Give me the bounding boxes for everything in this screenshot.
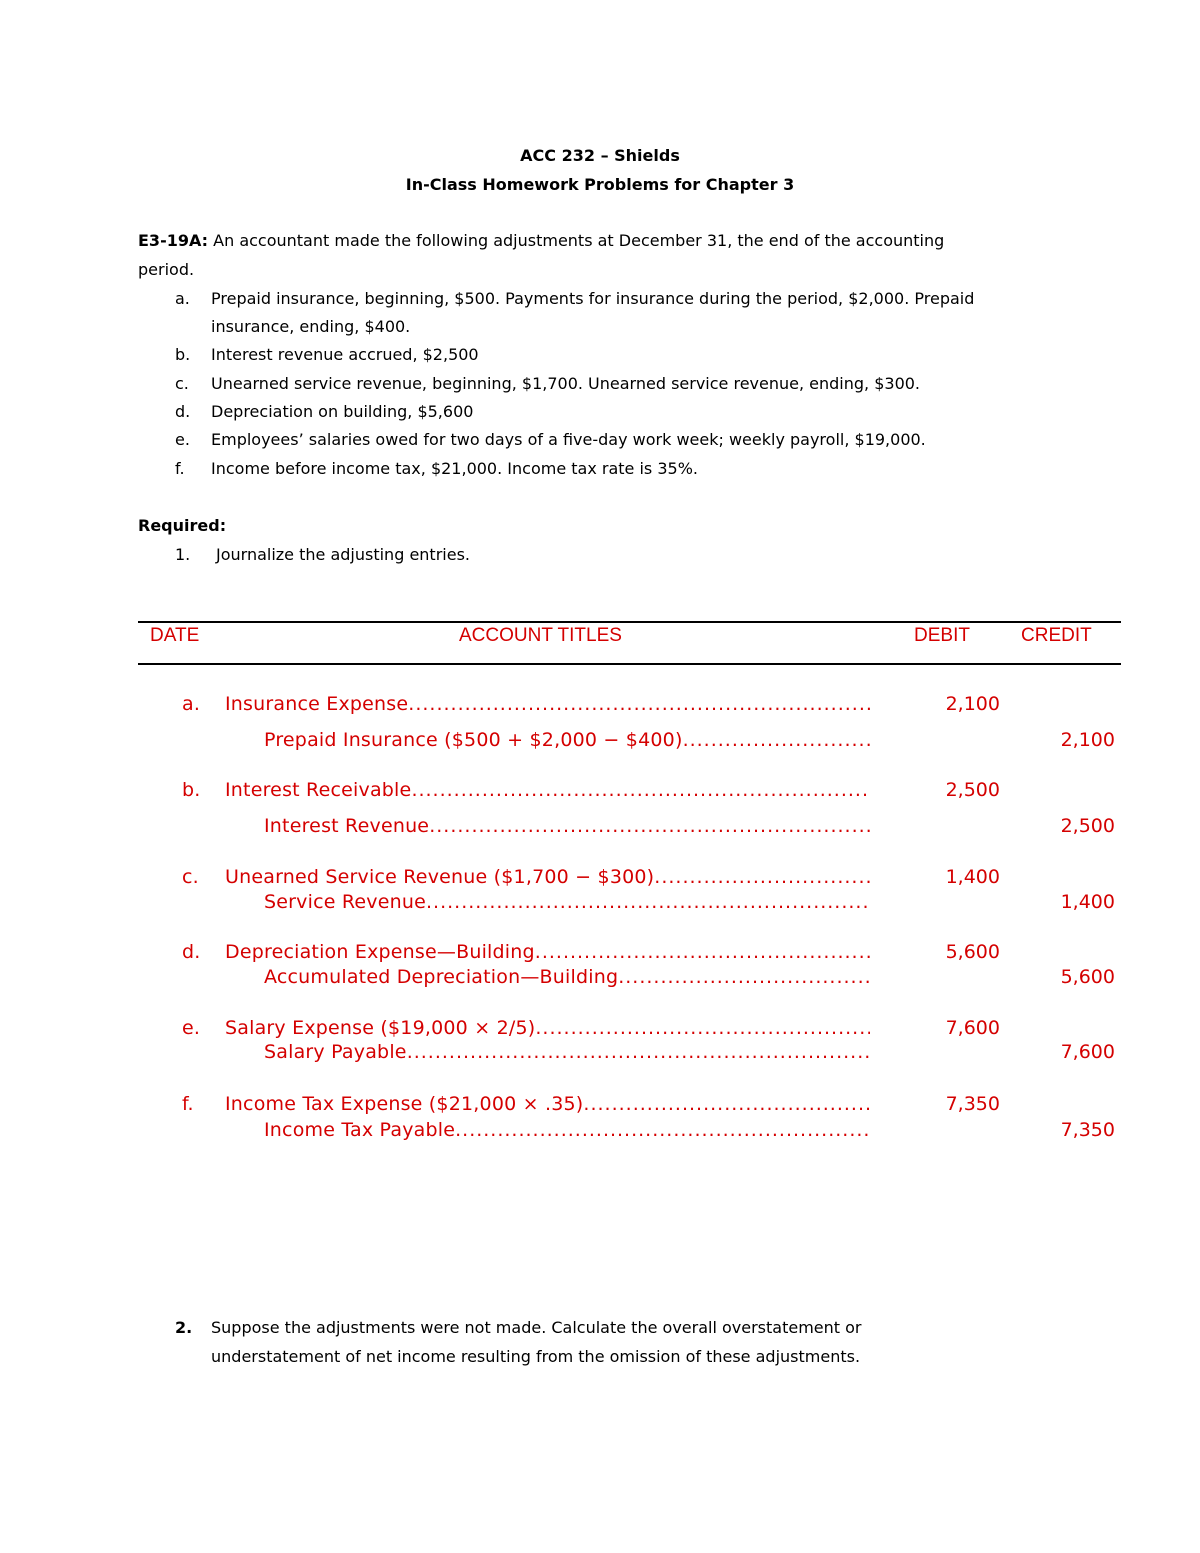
debit-amount: 5,600 bbox=[945, 941, 1000, 963]
credit-account: Accumulated Depreciation—Building bbox=[264, 966, 619, 988]
column-header-account: ACCOUNT TITLES bbox=[459, 625, 622, 646]
debit-account-row bbox=[225, 941, 870, 963]
item-label: c. bbox=[175, 374, 189, 393]
problem-id: E3-19A: bbox=[138, 231, 209, 250]
entry-label: b. bbox=[182, 779, 201, 801]
entry-label: e. bbox=[182, 1017, 201, 1039]
item-text: Prepaid insurance, beginning, $500. Payments for insurance during the period, $2,000. Prepaid bbox=[211, 289, 975, 308]
debit-account-row bbox=[225, 1093, 870, 1115]
item-text: Income before income tax, $21,000. Income tax rate is 35%. bbox=[211, 459, 698, 478]
question-text: understatement of net income resulting from the omission of these adjustments. bbox=[211, 1347, 861, 1366]
debit-amount: 2,100 bbox=[945, 693, 1000, 715]
credit-account: Income Tax Payable bbox=[264, 1119, 456, 1141]
credit-amount: 2,500 bbox=[1060, 815, 1115, 837]
item-label: d. bbox=[175, 402, 191, 421]
column-header-date: DATE bbox=[150, 625, 200, 646]
question-number: 2. bbox=[175, 1318, 193, 1337]
credit-account: Salary Payable bbox=[264, 1041, 407, 1063]
problem-intro-line2: period. bbox=[138, 260, 195, 279]
credit-account-row bbox=[264, 966, 870, 988]
credit-account: Interest Revenue bbox=[264, 815, 430, 837]
item-label: a. bbox=[175, 289, 190, 308]
debit-amount: 2,500 bbox=[945, 779, 1000, 801]
question-text: Suppose the adjustments were not made. Calculate the overall overstatement or bbox=[211, 1318, 862, 1337]
column-header-credit: CREDIT bbox=[1021, 625, 1092, 646]
question-number: 1. bbox=[175, 545, 191, 564]
credit-account-row bbox=[264, 1119, 870, 1141]
entry-label: c. bbox=[182, 866, 199, 888]
item-text: Interest revenue accrued, $2,500 bbox=[211, 345, 479, 364]
credit-amount: 2,100 bbox=[1060, 729, 1115, 751]
credit-account-row bbox=[264, 891, 870, 913]
credit-account-row bbox=[264, 1041, 870, 1063]
item-label: e. bbox=[175, 430, 190, 449]
item-label: b. bbox=[175, 345, 191, 364]
entry-label: d. bbox=[182, 941, 201, 963]
entry-label: f. bbox=[182, 1093, 194, 1115]
credit-account-row bbox=[264, 729, 870, 751]
course-title: ACC 232 – Shields bbox=[520, 146, 680, 165]
debit-account: Salary Expense ($19,000 × 2/5) bbox=[225, 1017, 536, 1039]
credit-amount: 7,350 bbox=[1060, 1119, 1115, 1141]
credit-amount: 7,600 bbox=[1060, 1041, 1115, 1063]
item-label: f. bbox=[175, 459, 185, 478]
debit-account: Interest Receivable bbox=[225, 779, 412, 801]
item-text: Depreciation on building, $5,600 bbox=[211, 402, 474, 421]
credit-account-row bbox=[264, 815, 870, 837]
debit-account-row bbox=[225, 1017, 870, 1039]
page-subtitle: In-Class Homework Problems for Chapter 3 bbox=[405, 175, 795, 194]
credit-account: Prepaid Insurance ($500 + $2,000 − $400) bbox=[264, 729, 683, 751]
problem-intro-line1: An accountant made the following adjustments at December 31, the end of the accounting bbox=[213, 231, 945, 250]
item-text: Employees’ salaries owed for two days of a five-day work week; weekly payroll, $19,000. bbox=[211, 430, 926, 449]
entry-label: a. bbox=[182, 693, 201, 715]
item-text: Unearned service revenue, beginning, $1,700. Unearned service revenue, ending, $300. bbox=[211, 374, 921, 393]
debit-account: Unearned Service Revenue ($1,700 − $300) bbox=[225, 866, 655, 888]
debit-amount: 1,400 bbox=[945, 866, 1000, 888]
table-top-rule bbox=[138, 621, 1121, 623]
debit-account-row bbox=[225, 866, 870, 888]
debit-amount: 7,600 bbox=[945, 1017, 1000, 1039]
debit-account: Depreciation Expense—Building bbox=[225, 941, 535, 963]
column-header-debit: DEBIT bbox=[914, 625, 970, 646]
debit-account-row bbox=[225, 779, 870, 801]
debit-account-row bbox=[225, 693, 870, 715]
problem-intro bbox=[138, 231, 944, 250]
question-text: Journalize the adjusting entries. bbox=[216, 545, 470, 564]
debit-account: Insurance Expense bbox=[225, 693, 409, 715]
required-heading: Required: bbox=[138, 516, 227, 535]
debit-amount: 7,350 bbox=[945, 1093, 1000, 1115]
table-header-rule bbox=[138, 663, 1121, 665]
debit-account: Income Tax Expense ($21,000 × .35) bbox=[225, 1093, 584, 1115]
credit-amount: 1,400 bbox=[1060, 891, 1115, 913]
credit-amount: 5,600 bbox=[1060, 966, 1115, 988]
item-text: insurance, ending, $400. bbox=[211, 317, 411, 336]
credit-account: Service Revenue bbox=[264, 891, 427, 913]
